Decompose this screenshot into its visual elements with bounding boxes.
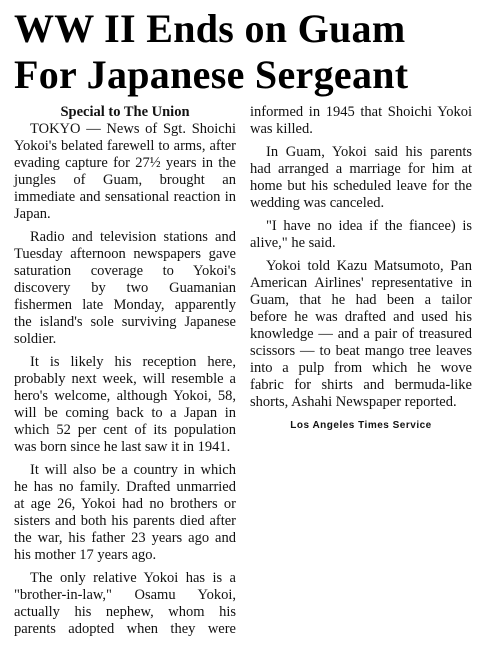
headline <box>0 0 478 98</box>
byline: Special to The Union <box>60 104 190 120</box>
paragraph: It is likely his reception here, probably next week, will resemble a hero's welcome, although Yokoi, 58, will be coming back to a Japan in which 52 per cent of its population was born since he last saw it in 1941. <box>14 354 236 455</box>
paragraph: In Guam, Yokoi said his parents had arranged a marriage for him at home but his scheduled leave for the wedding was canceled. <box>250 144 472 211</box>
paragraph: Radio and television stations and Tuesday afternoon newspapers gave saturation coverage to Yokoi's discovery by two Guamanian fishermen late Monday, apparently the island's sole surviving Japanese soldier. <box>14 229 236 347</box>
headline-line-2: For Japanese Sergeant <box>14 52 409 97</box>
paragraph: It will also be a country in which he has no family. Drafted unmarried at age 26, Yokoi had no brothers or sisters and both his parents died after the war, his father 23 years ago and his mother 17 years ago. <box>14 462 236 563</box>
paragraph: TOKYO — News of Sgt. Shoichi Yokoi's belated farewell to arms, after evading capture for 27½ years in the jungles of Guam, brought an immediate and sensational reaction in Japan. <box>14 121 236 222</box>
paragraph: "I have no idea if the fiancee) is alive," he said. <box>250 218 472 251</box>
headline-line-1: WW II Ends on Guam <box>14 6 406 51</box>
paragraph: The only relative Yokoi has is a "brother-in-law," Osamu Yokoi, actually his nephew, whom his parents adopted when they were informed in 1945 that Shoichi Yokoi was killed. <box>14 104 472 637</box>
wire-service-credit: Los Angeles Times Service <box>290 420 432 431</box>
article-body <box>14 104 472 666</box>
paragraph: Yokoi told Kazu Matsumoto, Pan American Airlines' representative in Guam, that he had been a tailor before he was drafted and used his knowledge — and a pair of treasured scissors — to beat mango tree leaves into a pulp from which he wove fabric for shirts and bermuda-like shorts, Ashahi Newspaper reported. <box>250 258 472 410</box>
